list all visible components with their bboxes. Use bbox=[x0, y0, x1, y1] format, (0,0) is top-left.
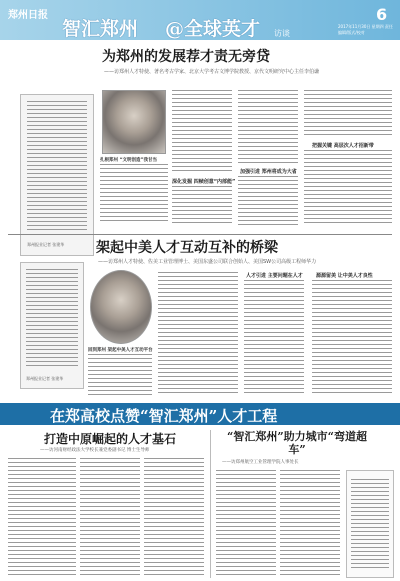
article3-subhead: ——访河南财经政法大学校长兼党委副书记 博士生导师 bbox=[40, 448, 150, 453]
article1-sidebar-caption: 郑州报业记者 张建华 bbox=[27, 242, 65, 247]
article1-column2b-text bbox=[172, 186, 232, 226]
article1-column4b-text bbox=[304, 150, 392, 226]
article1-section1-title: 深化发掘 四帧创意“内部能” bbox=[172, 179, 236, 185]
article2-sidebar-caption: 郑州报业记者 张建华 bbox=[26, 376, 64, 381]
article3-headline: 打造中原崛起的人才基石 bbox=[44, 432, 177, 446]
article2-portrait-photo bbox=[90, 270, 152, 344]
article2-sidebar bbox=[20, 262, 84, 389]
article3-column2-text bbox=[80, 458, 140, 576]
article2-column4-text bbox=[312, 280, 392, 396]
article1-section3-title: 把握关键 高层次人才招新带 bbox=[312, 143, 374, 149]
article4-subhead: ——访郑州航空工业管理学院人事处长 bbox=[222, 460, 299, 465]
article1-column4-text bbox=[304, 90, 392, 138]
article4-sidebar-text bbox=[351, 479, 389, 569]
article1-sidebar-text bbox=[27, 101, 87, 231]
article1-column3b-text bbox=[238, 176, 298, 226]
page-number: 6 bbox=[376, 5, 388, 24]
article1-subhead: ——访郑州人才特使、著名考古学家、北京大学考古文博学院教授、京代文明研究中心主任李伯谦 bbox=[104, 69, 320, 75]
article2-subhead: ——访郑州人才特使、佐美工业管理博士、美国东盛公司联合创始人、美国SW公司高级工程师华力 bbox=[98, 259, 317, 265]
article3-column1-text bbox=[8, 458, 76, 576]
article2-headline: 架起中美人才互动互补的桥梁 bbox=[96, 240, 278, 256]
header-title: 智汇郑州 bbox=[62, 18, 139, 40]
article2-sidebar-text bbox=[26, 269, 78, 369]
article3-column3-text bbox=[144, 458, 204, 576]
article1-portrait-photo bbox=[102, 90, 166, 154]
divider bbox=[8, 234, 392, 235]
masthead: 郑州日报 bbox=[8, 10, 48, 21]
article2-section2-title: 源源留美 让中美人才良性 bbox=[316, 273, 373, 279]
article2-column3-text bbox=[244, 280, 304, 396]
article1-column2-text bbox=[172, 90, 232, 174]
article2-photo-caption: 回到郑州 架起中美人才互动平台 bbox=[88, 348, 153, 353]
article1-column3-text bbox=[238, 90, 298, 164]
article4-column1-text bbox=[216, 470, 276, 576]
article1-photo-caption: 扎根郑州 “文明创造”我甘当 bbox=[100, 158, 157, 163]
article1-column1-text bbox=[100, 164, 168, 224]
section-band-title: 在郑高校点赞“智汇郑州”人才工程 bbox=[50, 407, 278, 425]
article4-headline: “智汇郑州”助力城市“弯道超车” bbox=[227, 430, 367, 456]
article1-section2-title: 加强引进 郑州将成为大省 bbox=[240, 169, 297, 175]
article2-section1-title: 人才引进 主要问题在人才 bbox=[246, 273, 303, 279]
article2-column2-text bbox=[158, 272, 238, 396]
header-date: 2017年11月30日 星期四 责任编辑/版式/校对 bbox=[338, 24, 393, 35]
column-divider bbox=[210, 430, 211, 578]
article4-sidebar-box bbox=[346, 470, 394, 578]
article4-column2-text bbox=[280, 470, 340, 576]
header-title-secondary: @全球英才 bbox=[165, 18, 261, 40]
article1-headline: 为郑州的发展荐才责无旁贷 bbox=[102, 49, 270, 65]
article2-column1-text bbox=[88, 354, 152, 396]
header-subtitle: 访谈 bbox=[274, 29, 290, 38]
article1-sidebar bbox=[20, 94, 94, 256]
